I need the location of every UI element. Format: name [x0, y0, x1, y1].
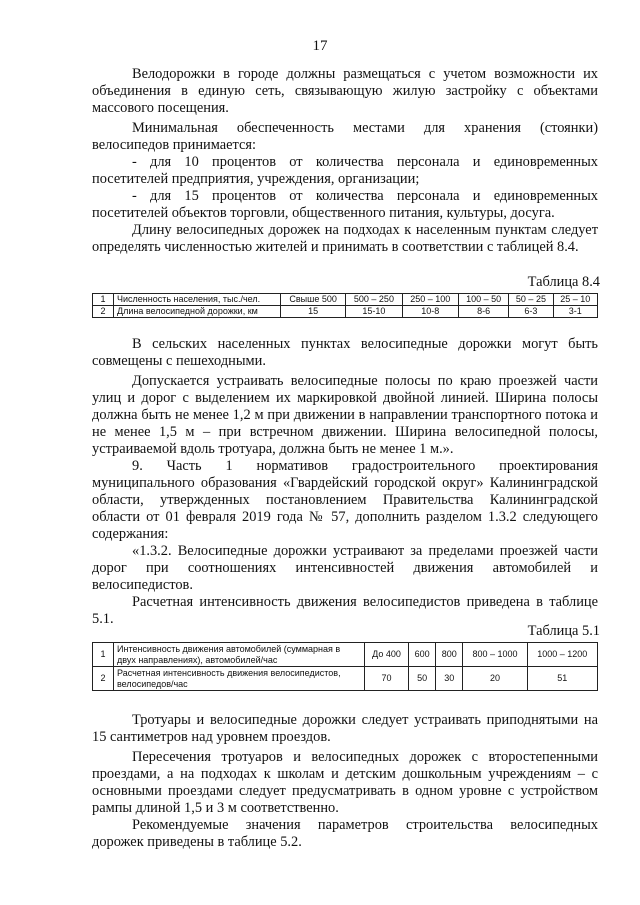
paragraph: - для 10 процентов от количества персонала и единовременных посетителей предприятия, учреждения, организации;	[92, 154, 598, 187]
table-cell: Численность населения, тыс./чел.	[114, 294, 281, 306]
table-cell: 600	[409, 643, 436, 667]
table-8-4	[92, 293, 598, 318]
table-cell: 800 – 1000	[463, 643, 527, 667]
table-row	[93, 643, 598, 667]
table-cell: Интенсивность движения автомобилей (суммарная в двух направлениях), автомобилей/час	[114, 643, 365, 667]
table-cell: 25 – 10	[553, 294, 597, 306]
paragraph: Допускается устраивать велосипедные полосы по краю проезжей части улиц и дорог с выделением их маркировкой двойной линией. Ширина полосы должна быть не менее 1,2 м при движении в направлении транспортного потока и не менее 1,5 м – при встречном движении. Ширина велосипедной полосы, устраиваемой вдоль тротуара, должна быть не менее 1 м.».	[92, 373, 598, 457]
paragraph: «1.3.2. Велосипедные дорожки устраивают за пределами проезжей части дорог при соотношениях интенсивностей движения автомобилей и велосипедистов.	[92, 543, 598, 593]
table-cell: 10-8	[402, 306, 458, 318]
table-cell: 500 – 250	[346, 294, 402, 306]
table-cell: 100 – 50	[458, 294, 508, 306]
table-row	[93, 667, 598, 691]
table-cell: 20	[463, 667, 527, 691]
paragraph: Минимальная обеспеченность местами для хранения (стоянки) велосипедов принимается:	[92, 120, 598, 153]
table-cell: 800	[436, 643, 463, 667]
table-5-1-caption: Таблица 5.1	[527, 623, 600, 639]
table-row	[93, 306, 598, 318]
text-block-3	[92, 712, 598, 851]
paragraph: Длину велосипедных дорожек на подходах к населенным пунктам следует определять численностью жителей и принимать в соответствии с таблицей 8.4.	[92, 222, 598, 255]
table-cell: 1	[93, 643, 114, 667]
table-cell: 2	[93, 667, 114, 691]
table-cell: 50	[409, 667, 436, 691]
paragraph: Тротуары и велосипедные дорожки следует устраивать приподнятыми на 15 сантиметров над уровнем проездов.	[92, 712, 598, 745]
table-cell: До 400	[365, 643, 409, 667]
paragraph: - для 15 процентов от количества персонала и единовременных посетителей объектов торговли, общественного питания, культуры, досуга.	[92, 188, 598, 221]
paragraph: 9. Часть 1 нормативов градостроительного проектирования муниципального образования «Гвардейский городской округ» Калининградской области, утвержденных постановлением Правительства Калининградской области от 01 февраля 2019 года № 57, дополнить разделом 1.3.2 следующего содержания:	[92, 458, 598, 542]
table-5-1	[92, 642, 598, 691]
table-cell: 70	[365, 667, 409, 691]
table-cell: Длина велосипедной дорожки, км	[114, 306, 281, 318]
table-cell: 15-10	[346, 306, 402, 318]
text-block-1	[92, 66, 598, 256]
table-row	[93, 294, 598, 306]
table-cell: 30	[436, 667, 463, 691]
paragraph: Велодорожки в городе должны размещаться с учетом возможности их объединения в единую сеть, связывающую жилую застройку с объектами массового посещения.	[92, 66, 598, 116]
table-cell: 50 – 25	[509, 294, 553, 306]
text-block-2	[92, 336, 598, 628]
paragraph: Рекомендуемые значения параметров строительства велосипедных дорожек приведены в таблице 5.2.	[92, 817, 598, 850]
paragraph: В сельских населенных пунктах велосипедные дорожки могут быть совмещены с пешеходными.	[92, 336, 598, 369]
paragraph: Расчетная интенсивность движения велосипедистов приведена в таблице 5.1.	[92, 594, 598, 627]
table-8-4-caption: Таблица 8.4	[527, 274, 600, 290]
table-cell: 8-6	[458, 306, 508, 318]
table-cell: 15	[281, 306, 346, 318]
paragraph: Пересечения тротуаров и велосипедных дорожек с второстепенными проездами, а на подходах к школам и детским дошкольным учреждениям – с основными проездами следует предусматривать в одном уровне с устройством рампы длиной 1,5 и 3 м соответственно.	[92, 749, 598, 816]
table-cell: Свыше 500	[281, 294, 346, 306]
table-cell: 6-3	[509, 306, 553, 318]
table-cell: 1000 – 1200	[527, 643, 597, 667]
table-cell: Расчетная интенсивность движения велосипедистов, велосипедов/час	[114, 667, 365, 691]
table-cell: 51	[527, 667, 597, 691]
page-number: 17	[312, 38, 328, 54]
table-cell: 3-1	[553, 306, 597, 318]
table-cell: 2	[93, 306, 114, 318]
table-cell: 1	[93, 294, 114, 306]
table-cell: 250 – 100	[402, 294, 458, 306]
